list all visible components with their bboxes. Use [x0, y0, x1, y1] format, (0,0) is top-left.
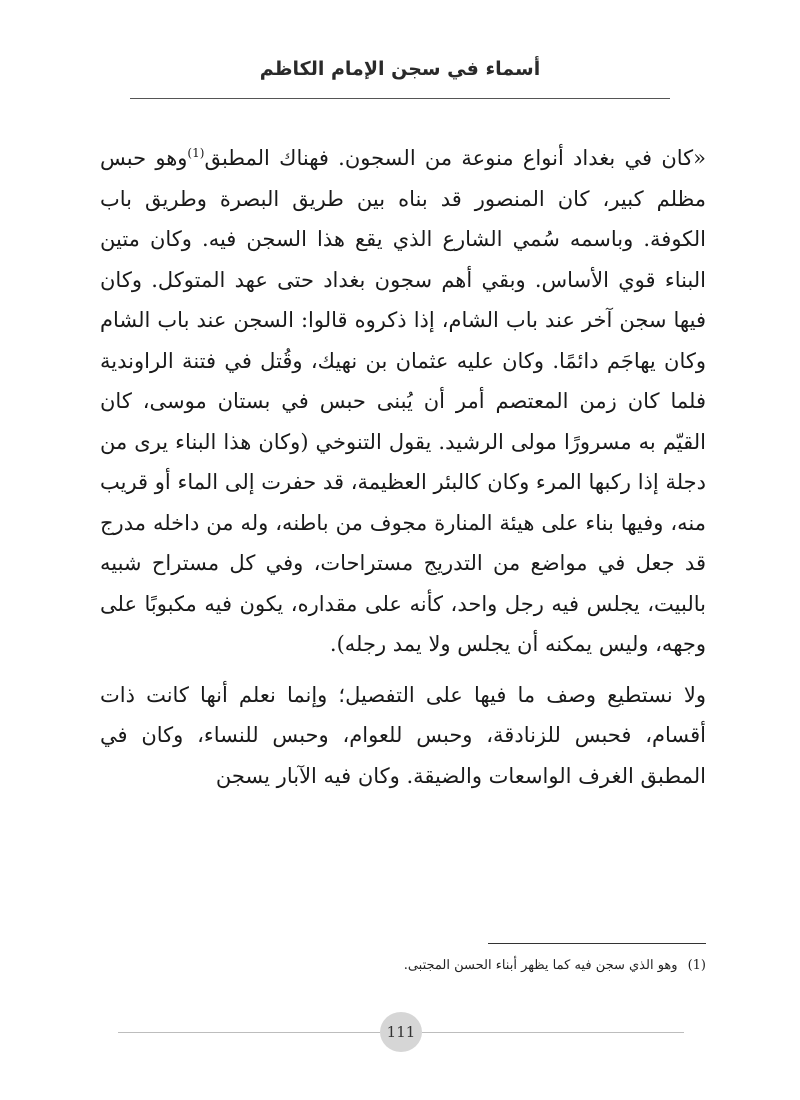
page-number-badge: 111 — [380, 1012, 422, 1052]
running-header: أسماء في سجن الإمام الكاظم — [259, 58, 541, 80]
footnote — [100, 958, 706, 973]
footnote-divider — [488, 943, 706, 944]
header-divider — [130, 98, 670, 99]
paragraph-text: «كان في بغداد أنواع منوعة من السجون. فهناك المطبق — [204, 146, 706, 170]
main-text — [100, 138, 706, 796]
paragraph: ولا نستطيع وصف ما فيها على التفصيل؛ وإنما نعلم أنها كانت ذات أقسام، فحبس للزنادقة، وحبس للعوام، وحبس للنساء، وكان في المطبق الغرف الواسعات والضيقة. وكان فيه الآبار يسجن — [100, 682, 706, 788]
footnote-number: (1) — [687, 958, 706, 973]
footnote-text: وهو الذي سجن فيه كما يظهر أبناء الحسن المجتبى. — [403, 958, 678, 973]
paragraph-text: وهو حبس مظلم كبير، كان المنصور قد بناه بين طريق البصرة وطريق باب الكوفة. وباسمه سُمي الشارع الذي يقع هذا السجن فيه. وكان متين البناء قوي الأساس. وبقي أهم سجون بغداد حتى عهد المتوكل. وكان فيها سجن آخر عند باب الشام، إذا ذكروه قالوا: السجن عند باب الشام وكان يهاجَم دائمًا. وكان عليه عثمان بن نهيك، وقُتل في فتنة الراوندية فلما كان زمن المعتصم أمر أن يُبنى حبس في بستان موسى، كان القيّم به مسرورًا مولى الرشيد. يقول التنوخي (وكان هذا البناء يرى من دجلة إذا ركبها المرء وكان كالبئر العظيمة، قد حفرت إلى الماء أو قريب منه، وفيها بناء على هيئة المنارة مجوف من باطنه، وله من داخله مدرج قد جعل في مواضع من التدريج مستراحات، وفي كل مستراح شبيه بالبيت، يجلس فيه رجل واحد، كأنه على مقداره، يكون فيه مكبوبًا على وجهه، وليس يمكنه أن يجلس ولا يمد رجله). — [100, 146, 706, 656]
page-number-rule-right — [422, 1032, 684, 1033]
footnote-reference: (1) — [187, 146, 205, 160]
page-number-rule-left — [118, 1032, 380, 1033]
paragraph — [100, 138, 706, 665]
